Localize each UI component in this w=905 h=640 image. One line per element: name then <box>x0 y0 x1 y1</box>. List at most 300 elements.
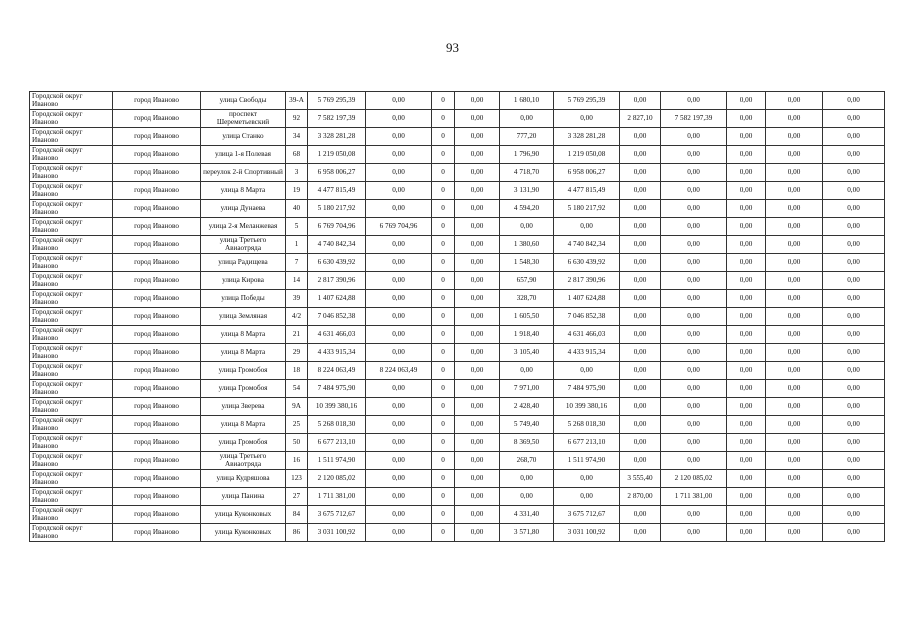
table-cell: 2 817 390,96 <box>554 272 620 290</box>
table-row <box>30 416 885 434</box>
table-cell: 0 <box>432 506 455 524</box>
table-cell: 3 031 100,92 <box>554 524 620 542</box>
table-cell: 0,00 <box>366 470 432 488</box>
table-cell: 7 582 197,39 <box>661 110 727 128</box>
table-cell: 0 <box>432 182 455 200</box>
table-cell: Городской округ Иваново <box>30 488 113 506</box>
table-cell: 8 224 063,49 <box>366 362 432 380</box>
table-cell: 0,00 <box>620 416 661 434</box>
table-cell: город Иваново <box>113 524 201 542</box>
table-cell: 19 <box>286 182 308 200</box>
table-cell: 0,00 <box>727 326 766 344</box>
table-cell: 0,00 <box>366 344 432 362</box>
table-cell: 4 740 842,34 <box>308 236 366 254</box>
table-cell: 0,00 <box>766 128 823 146</box>
table-cell: город Иваново <box>113 92 201 110</box>
table-cell: 5 769 295,39 <box>554 92 620 110</box>
table-cell: 3 328 281,28 <box>308 128 366 146</box>
table-cell: улица Кудряшова <box>201 470 286 488</box>
table-cell: 0 <box>432 272 455 290</box>
table-cell: 0,00 <box>366 506 432 524</box>
table-cell: 0 <box>432 308 455 326</box>
table-cell: 10 399 380,16 <box>554 398 620 416</box>
table-cell: 0,00 <box>766 434 823 452</box>
table-cell: 0,00 <box>366 164 432 182</box>
table-cell: улица Дунаева <box>201 200 286 218</box>
table-cell: 4/2 <box>286 308 308 326</box>
table-row <box>30 380 885 398</box>
table-cell: 6 958 006,27 <box>308 164 366 182</box>
table-cell: 0,00 <box>366 110 432 128</box>
table-cell: 0 <box>432 326 455 344</box>
table-row <box>30 182 885 200</box>
table-cell: 0,00 <box>766 164 823 182</box>
table-cell: 0,00 <box>455 146 500 164</box>
table-row <box>30 344 885 362</box>
table-cell: 0,00 <box>455 326 500 344</box>
table-cell: 4 433 915,34 <box>308 344 366 362</box>
table-cell: 0,00 <box>661 200 727 218</box>
table-cell: Городской округ Иваново <box>30 416 113 434</box>
table-cell: город Иваново <box>113 218 201 236</box>
table-cell: улица Громобоя <box>201 434 286 452</box>
table-cell: 2 120 085,02 <box>308 470 366 488</box>
table-cell: 0,00 <box>766 236 823 254</box>
table-cell: 0,00 <box>620 236 661 254</box>
table-cell: 0,00 <box>366 308 432 326</box>
table-cell: 2 827,10 <box>620 110 661 128</box>
table-cell: 3 555,40 <box>620 470 661 488</box>
table-cell: 0,00 <box>661 506 727 524</box>
table-cell: 4 594,20 <box>500 200 554 218</box>
table-cell: 0,00 <box>661 182 727 200</box>
table-cell: улица 1-я Полевая <box>201 146 286 164</box>
table-cell: 268,70 <box>500 452 554 470</box>
table-cell: 0,00 <box>500 488 554 506</box>
table-cell: 0,00 <box>366 380 432 398</box>
table-cell: 4 477 815,49 <box>308 182 366 200</box>
table-cell: 6 769 704,96 <box>308 218 366 236</box>
table-cell: 0,00 <box>727 524 766 542</box>
table-cell: 328,70 <box>500 290 554 308</box>
table-cell: 86 <box>286 524 308 542</box>
table-cell: 16 <box>286 452 308 470</box>
table-cell: 0,00 <box>366 92 432 110</box>
table-cell: 0,00 <box>554 470 620 488</box>
table-row <box>30 524 885 542</box>
table-cell: 0,00 <box>766 110 823 128</box>
table-cell: 0 <box>432 380 455 398</box>
table-cell: 0,00 <box>823 272 885 290</box>
table-cell: 0,00 <box>661 164 727 182</box>
table-cell: 0,00 <box>620 272 661 290</box>
table-cell: 0,00 <box>661 236 727 254</box>
table-row <box>30 488 885 506</box>
table-cell: 1 548,30 <box>500 254 554 272</box>
table-cell: 7 046 852,38 <box>554 308 620 326</box>
table-cell: улица Громобоя <box>201 362 286 380</box>
table-cell: Городской округ Иваново <box>30 200 113 218</box>
table-cell: город Иваново <box>113 416 201 434</box>
table-cell: Городской округ Иваново <box>30 272 113 290</box>
table-cell: 3 131,90 <box>500 182 554 200</box>
table-cell: город Иваново <box>113 182 201 200</box>
table-cell: 7 484 975,90 <box>554 380 620 398</box>
table-cell: 0,00 <box>620 92 661 110</box>
table-cell: 0,00 <box>766 380 823 398</box>
table-cell: 9А <box>286 398 308 416</box>
table-cell: 54 <box>286 380 308 398</box>
table-cell: 0 <box>432 290 455 308</box>
table-cell: 0,00 <box>766 200 823 218</box>
table-cell: 0,00 <box>727 488 766 506</box>
table-cell: 0,00 <box>727 344 766 362</box>
table-cell: 0,00 <box>455 290 500 308</box>
table-cell: улица Третьего Авиаотряда <box>201 236 286 254</box>
table-cell: 0,00 <box>823 488 885 506</box>
table-cell: улица Радищева <box>201 254 286 272</box>
table-cell: 0,00 <box>366 524 432 542</box>
table-cell: 0,00 <box>366 128 432 146</box>
table-cell: 0,00 <box>823 452 885 470</box>
table-cell: 0,00 <box>766 308 823 326</box>
table-cell: 0,00 <box>727 290 766 308</box>
table-cell: 0,00 <box>766 524 823 542</box>
table-cell: 0,00 <box>727 146 766 164</box>
table-cell: 0 <box>432 110 455 128</box>
table-cell: 0,00 <box>727 362 766 380</box>
table-cell: 1 407 624,88 <box>554 290 620 308</box>
table-cell: 0 <box>432 200 455 218</box>
table-cell: проспект Шереметьевский <box>201 110 286 128</box>
table-cell: 0,00 <box>661 254 727 272</box>
table-cell: 123 <box>286 470 308 488</box>
table-cell: 0,00 <box>661 218 727 236</box>
table-cell: 0,00 <box>766 182 823 200</box>
table-cell: 0,00 <box>455 434 500 452</box>
table-cell: 0,00 <box>455 272 500 290</box>
table-cell: 0,00 <box>766 470 823 488</box>
table-cell: 0,00 <box>823 110 885 128</box>
table-cell: 0,00 <box>727 506 766 524</box>
table-cell: 0,00 <box>661 326 727 344</box>
table-cell: 3 675 712,67 <box>308 506 366 524</box>
table-row <box>30 110 885 128</box>
table-cell: город Иваново <box>113 110 201 128</box>
table-cell: 1 407 624,88 <box>308 290 366 308</box>
table-cell: 7 971,00 <box>500 380 554 398</box>
table-cell: 4 433 915,34 <box>554 344 620 362</box>
table-cell: 0,00 <box>766 290 823 308</box>
table-row <box>30 92 885 110</box>
table-cell: Городской округ Иваново <box>30 380 113 398</box>
table-cell: 0,00 <box>500 470 554 488</box>
table-cell: 4 631 466,03 <box>308 326 366 344</box>
table-cell: 0,00 <box>554 218 620 236</box>
table-cell: улица Станко <box>201 128 286 146</box>
table-cell: город Иваново <box>113 362 201 380</box>
table-cell: 0,00 <box>554 362 620 380</box>
table-cell: город Иваново <box>113 254 201 272</box>
table-cell: 4 477 815,49 <box>554 182 620 200</box>
table-cell: Городской округ Иваново <box>30 146 113 164</box>
table-cell: город Иваново <box>113 200 201 218</box>
table-cell: 1 511 974,90 <box>554 452 620 470</box>
table-cell: 0,00 <box>620 254 661 272</box>
table-row <box>30 128 885 146</box>
table-cell: 1 796,90 <box>500 146 554 164</box>
table-cell: 39 <box>286 290 308 308</box>
table-cell: 0,00 <box>366 200 432 218</box>
table-cell: 5 749,40 <box>500 416 554 434</box>
table-cell: 1 918,40 <box>500 326 554 344</box>
table-cell: 7 046 852,38 <box>308 308 366 326</box>
table-cell: 0,00 <box>727 218 766 236</box>
table-cell: Городской округ Иваново <box>30 398 113 416</box>
table-cell: 68 <box>286 146 308 164</box>
table-cell: 5 268 018,30 <box>554 416 620 434</box>
table-cell: 4 331,40 <box>500 506 554 524</box>
table-cell: 0,00 <box>620 146 661 164</box>
table-cell: 0,00 <box>620 344 661 362</box>
table-cell: 25 <box>286 416 308 434</box>
table-row <box>30 272 885 290</box>
table-cell: город Иваново <box>113 380 201 398</box>
table-cell: улица Кирова <box>201 272 286 290</box>
table-cell: улица Куконковых <box>201 506 286 524</box>
table-cell: 0,00 <box>823 362 885 380</box>
table-cell: улица 8 Марта <box>201 182 286 200</box>
table-cell: 0,00 <box>366 146 432 164</box>
table-cell: 0,00 <box>661 344 727 362</box>
table-cell: 0,00 <box>620 182 661 200</box>
table-cell: 0,00 <box>727 182 766 200</box>
table-cell: 0,00 <box>455 254 500 272</box>
table-cell: 0,00 <box>366 398 432 416</box>
table-cell: 5 268 018,30 <box>308 416 366 434</box>
table-cell: 0,00 <box>620 398 661 416</box>
table-cell: 1 511 974,90 <box>308 452 366 470</box>
table-cell: 0,00 <box>455 416 500 434</box>
table-cell: Городской округ Иваново <box>30 506 113 524</box>
table-row <box>30 470 885 488</box>
table-cell: Городской округ Иваново <box>30 128 113 146</box>
table-cell: 0,00 <box>455 398 500 416</box>
table-cell: 0,00 <box>620 128 661 146</box>
table-cell: 7 <box>286 254 308 272</box>
table-cell: улица Свободы <box>201 92 286 110</box>
table-cell: 0,00 <box>455 344 500 362</box>
table-cell: улица Громобоя <box>201 380 286 398</box>
table-cell: 0 <box>432 524 455 542</box>
table-cell: улица 8 Марта <box>201 326 286 344</box>
table-cell: 1 680,10 <box>500 92 554 110</box>
table-cell: 0,00 <box>661 92 727 110</box>
table-cell: улица Панина <box>201 488 286 506</box>
table-cell: 657,90 <box>500 272 554 290</box>
table-cell: 1 711 381,00 <box>661 488 727 506</box>
table-body <box>30 92 885 542</box>
table-cell: 27 <box>286 488 308 506</box>
table-cell: 0,00 <box>366 272 432 290</box>
table-cell: 0,00 <box>823 380 885 398</box>
table-cell: 2 817 390,96 <box>308 272 366 290</box>
table-cell: переулок 2-й Спортивный <box>201 164 286 182</box>
table-cell: Городской округ Иваново <box>30 164 113 182</box>
table-cell: 2 428,40 <box>500 398 554 416</box>
table-cell: 0,00 <box>727 434 766 452</box>
table-cell: 84 <box>286 506 308 524</box>
table-cell: 0,00 <box>620 452 661 470</box>
table-cell: 39-А <box>286 92 308 110</box>
table-cell: 0,00 <box>727 272 766 290</box>
table-cell: 29 <box>286 344 308 362</box>
table-cell: Городской округ Иваново <box>30 434 113 452</box>
table-cell: 50 <box>286 434 308 452</box>
table-cell: 21 <box>286 326 308 344</box>
table-cell: 0 <box>432 362 455 380</box>
table-cell: город Иваново <box>113 146 201 164</box>
table-cell: 0,00 <box>661 128 727 146</box>
table-cell: 5 180 217,92 <box>554 200 620 218</box>
table-cell: 5 <box>286 218 308 236</box>
table-row <box>30 290 885 308</box>
table-cell: 5 769 295,39 <box>308 92 366 110</box>
table-cell: 6 677 213,10 <box>554 434 620 452</box>
table-cell: 0,00 <box>766 344 823 362</box>
table-cell: город Иваново <box>113 308 201 326</box>
table-cell: 4 718,70 <box>500 164 554 182</box>
table-cell: улица 8 Марта <box>201 344 286 362</box>
table-cell: город Иваново <box>113 236 201 254</box>
table-cell: 1 <box>286 236 308 254</box>
table-cell: 0,00 <box>823 128 885 146</box>
table-cell: 0,00 <box>766 92 823 110</box>
table-cell: 0,00 <box>455 362 500 380</box>
table-cell: 0,00 <box>766 272 823 290</box>
table-cell: город Иваново <box>113 452 201 470</box>
table-row <box>30 218 885 236</box>
table-cell: 34 <box>286 128 308 146</box>
table-cell: 3 031 100,92 <box>308 524 366 542</box>
table-cell: 0,00 <box>661 452 727 470</box>
table-cell: 0,00 <box>766 254 823 272</box>
table-cell: 0,00 <box>823 308 885 326</box>
table-cell: 0 <box>432 128 455 146</box>
table-cell: 0 <box>432 344 455 362</box>
table-cell: 0,00 <box>455 110 500 128</box>
table-cell: 1 219 050,08 <box>554 146 620 164</box>
table-row <box>30 236 885 254</box>
table-cell: 4 631 466,03 <box>554 326 620 344</box>
table-cell: Городской округ Иваново <box>30 470 113 488</box>
table-cell: город Иваново <box>113 398 201 416</box>
table-cell: город Иваново <box>113 344 201 362</box>
table-cell: 0,00 <box>727 416 766 434</box>
table-cell: 0 <box>432 470 455 488</box>
table-cell: 8 224 063,49 <box>308 362 366 380</box>
table-cell: 0,00 <box>823 344 885 362</box>
table-row <box>30 146 885 164</box>
table-cell: 0,00 <box>766 326 823 344</box>
table-cell: 2 120 085,02 <box>661 470 727 488</box>
table-cell: 0,00 <box>620 380 661 398</box>
table-cell: 0,00 <box>500 110 554 128</box>
table-row <box>30 164 885 182</box>
table-cell: 0 <box>432 416 455 434</box>
table-cell: 0 <box>432 254 455 272</box>
table-cell: 0,00 <box>823 254 885 272</box>
table-cell: Городской округ Иваново <box>30 218 113 236</box>
table-cell: 0,00 <box>727 164 766 182</box>
table-cell: 0,00 <box>554 488 620 506</box>
table-cell: 0,00 <box>823 434 885 452</box>
table-cell: 0,00 <box>455 470 500 488</box>
table-cell: 0,00 <box>661 308 727 326</box>
table-cell: 0,00 <box>823 164 885 182</box>
table-cell: 0 <box>432 146 455 164</box>
table-cell: город Иваново <box>113 326 201 344</box>
table-cell: 1 219 050,08 <box>308 146 366 164</box>
table-cell: город Иваново <box>113 434 201 452</box>
table-cell: 0,00 <box>500 362 554 380</box>
table-cell: 2 870,00 <box>620 488 661 506</box>
table-cell: Городской округ Иваново <box>30 182 113 200</box>
table-cell: 0,00 <box>823 200 885 218</box>
table-cell: 0,00 <box>455 452 500 470</box>
table-cell: 0,00 <box>727 200 766 218</box>
table-cell: 0,00 <box>823 146 885 164</box>
table-cell: Городской округ Иваново <box>30 236 113 254</box>
table-cell: 6 630 439,92 <box>308 254 366 272</box>
table-cell: 0,00 <box>766 488 823 506</box>
table-cell: 0 <box>432 164 455 182</box>
table-cell: 0,00 <box>661 524 727 542</box>
table-cell: 0,00 <box>766 146 823 164</box>
table-cell: 1 380,60 <box>500 236 554 254</box>
table-cell: 3 571,80 <box>500 524 554 542</box>
table-cell: 0,00 <box>823 182 885 200</box>
table-cell: 0,00 <box>620 524 661 542</box>
table-cell: Городской округ Иваново <box>30 344 113 362</box>
table-cell: 0,00 <box>766 218 823 236</box>
table-cell: 0,00 <box>366 236 432 254</box>
table-cell: 0 <box>432 488 455 506</box>
table-cell: 0,00 <box>766 416 823 434</box>
table-cell: 0,00 <box>455 524 500 542</box>
table-cell: 8 369,50 <box>500 434 554 452</box>
table-cell: 0,00 <box>366 434 432 452</box>
table-cell: 0,00 <box>500 218 554 236</box>
table-cell: 6 630 439,92 <box>554 254 620 272</box>
table-row <box>30 506 885 524</box>
table-cell: 0,00 <box>455 182 500 200</box>
table-cell: Городской округ Иваново <box>30 110 113 128</box>
table-cell: 0 <box>432 236 455 254</box>
table-cell: 0,00 <box>727 308 766 326</box>
table-cell: улица 8 Марта <box>201 416 286 434</box>
table-cell: 10 399 380,16 <box>308 398 366 416</box>
table-cell: 7 582 197,39 <box>308 110 366 128</box>
table-cell: 0,00 <box>823 236 885 254</box>
table-cell: 0,00 <box>455 236 500 254</box>
table-row <box>30 326 885 344</box>
registry-table <box>29 91 885 542</box>
table-cell: 4 740 842,34 <box>554 236 620 254</box>
table-cell: Городской округ Иваново <box>30 326 113 344</box>
table-cell: 0,00 <box>366 290 432 308</box>
table-cell: 0,00 <box>727 128 766 146</box>
